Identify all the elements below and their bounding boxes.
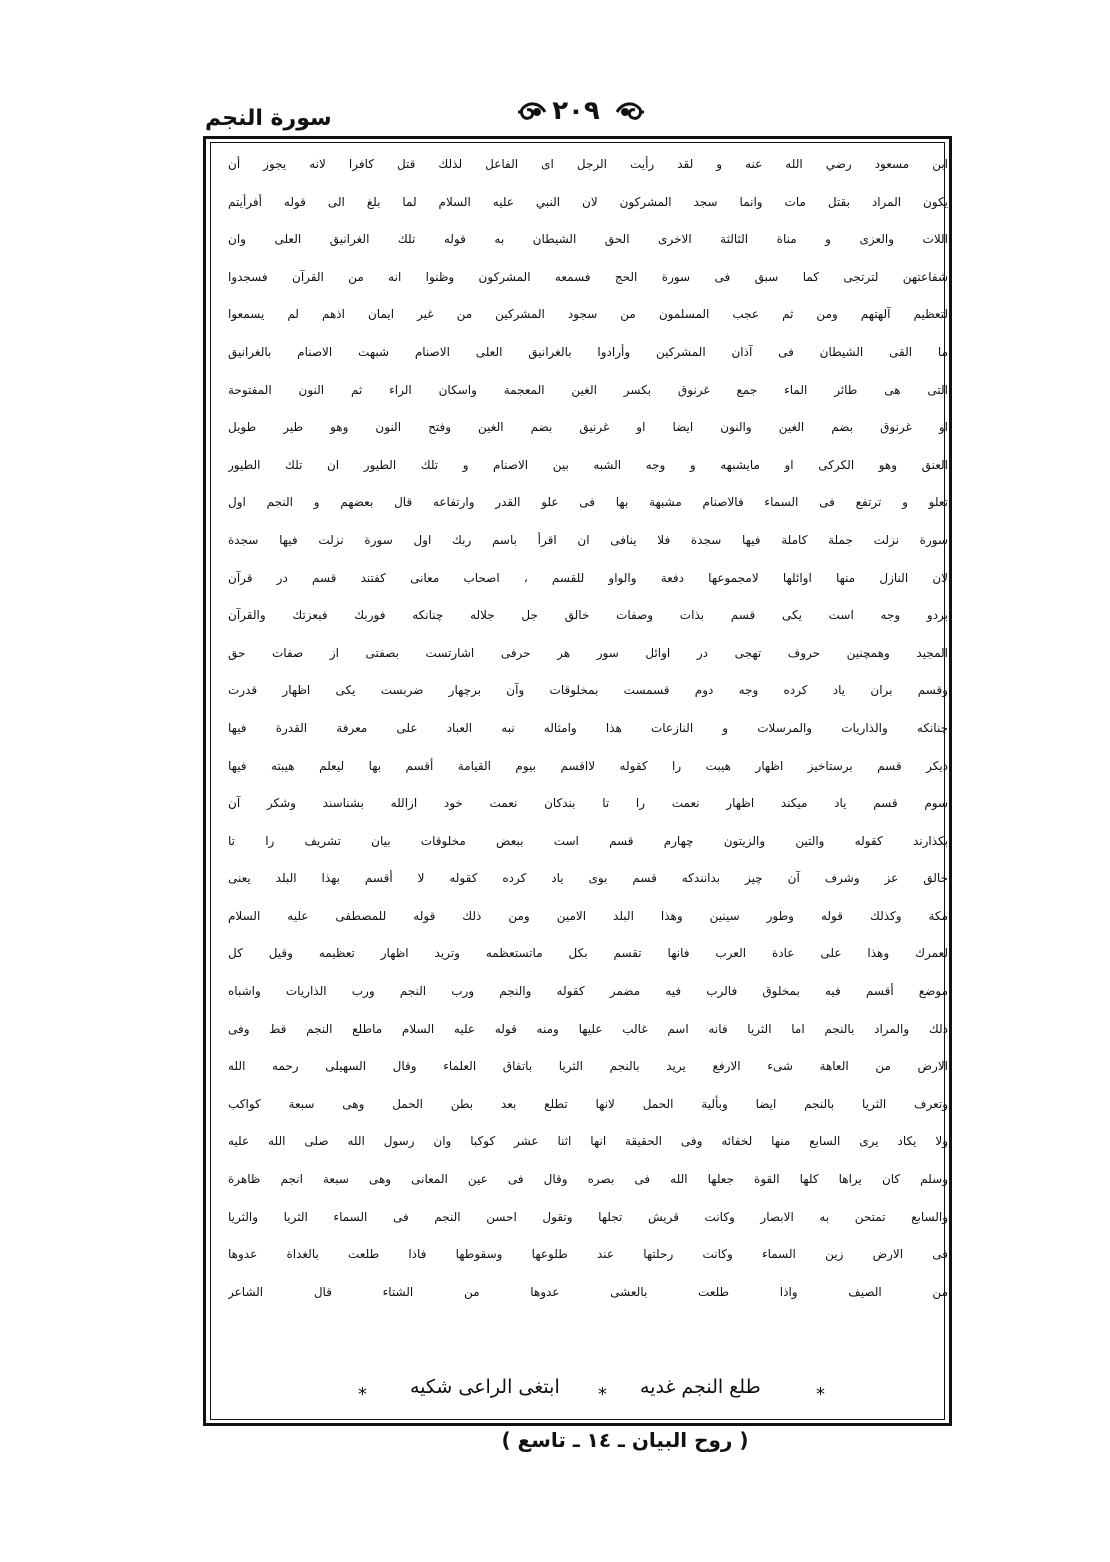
- verse-star-icon: *: [816, 1384, 825, 1405]
- text-line: خالق عز وشرف آن چيز بدانندكه قسم بوى ياد كرده كقوله لا أقسم بهذا البلد يعنى: [228, 871, 948, 886]
- verse-second-hemistich: ابتغى الراعى شكيه: [410, 1376, 560, 1398]
- text-line: وسلم كان يراها كلها القوة جعلها الله فى بصره وقال فى عين المعانى وهى سبعة انجم ظاهرة: [228, 1172, 948, 1187]
- text-line: من الصيف واذا طلعت بالعشى عدوها من الشتاء قال الشاعر: [228, 1284, 948, 1299]
- text-line: فى الارض زين السماء وكانت رحلتها عند طلوعها وسقوطها فاذا طلعت بالغداة عدوها: [228, 1247, 948, 1262]
- verse-first-hemistich: طلع النجم غديه: [640, 1376, 761, 1398]
- text-line: يكون المراد بقتل مات وانما سجد المشركون لان النبي عليه السلام لما بلغ الى قوله أفرأيتم: [228, 194, 948, 209]
- verse-star-icon: *: [358, 1384, 367, 1405]
- body-text: [228, 146, 948, 1311]
- text-line: مكة وكذلك قوله وطور سينين وهذا البلد الامين ومن ذلك قوله للمصطفى عليه السلام: [228, 908, 948, 923]
- text-line: ابن مسعود رضي الله عنه و لقد رأيت الرجل اى الفاعل لذلك قتل كافرا لانه يجوز أن: [228, 157, 948, 171]
- verse-star-icon: *: [598, 1384, 607, 1405]
- text-line: والسابع تمتحن به الابصار وكانت قريش تجلها وتقول احسن النجم فى السماء الثريا والثريا: [228, 1209, 948, 1224]
- text-line: لعمرك وهذا على عادة العرب فانها تقسم بكل ماتستعظمه وتريد اظهار تعظيمه وقيل كل: [228, 946, 948, 961]
- text-line: سوم قسم ياد ميكند اظهار نعمت را تا بندكان نعمت خود ازالله بشناسند وشكر آن: [228, 796, 948, 811]
- text-line: بردو وجه است يكى قسم بذات وصفات خالق جل جلاله چنانكه فوربك فبعزتك والقرآن: [228, 608, 948, 623]
- page-signature: ( روح البيان ـ ١٤ ـ تاسع ): [501, 1428, 749, 1452]
- text-line: تعلو و ترتفع فى السماء فالاصنام مشبهة بها فى علو القدر وارتفاعه قال بعضهم و النجم اول: [228, 495, 948, 510]
- poetry-verse: [350, 1376, 870, 1410]
- text-line: العنق وهو الكركى او مايشبهه و وجه الشبه بين الاصنام و تلك الطيور ان تلك الطيور: [228, 457, 948, 472]
- text-line: سورة نزلت جملة كاملة فيها سجدة فلا ينافى ان اقرأ باسم ربك اول سورة نزلت فيها سجدة: [228, 532, 948, 547]
- text-line: شفاعتهن لترتجى كما سبق فى سورة الحج فسمعه المشركون وظنوا انه من القرآن فسجدوا: [228, 269, 948, 284]
- page-header: [205, 92, 950, 138]
- text-line: اللات والعزى و مناة الثالثة الاخرى الحق الشيطان به قوله تلك الغرانيق العلى وان: [228, 232, 948, 247]
- text-line: ذلك والمراد بالنجم اما الثريا فانه اسم غالب عليها ومنه قوله عليه السلام ماطلع النجم قط وفى: [228, 1021, 948, 1036]
- text-line: بكذارند كقوله والتين والزيتون چهارم قسم است ببعض مخلوقات بيان تشريف را تا: [228, 833, 948, 848]
- page-number: ٢٠٩: [552, 96, 600, 126]
- text-line: لان النازل منها اوائلها لامجموعها دفعة والواو للقسم ، اصحاب معانى كفتند قسم در قرآن: [228, 570, 948, 585]
- text-line: التى هى طائر الماء جمع غرنوق بكسر الغين المعجمة واسكان الراء ثم النون المفتوحة: [228, 382, 948, 397]
- text-line: وتعرف الثريا بالنجم ايضا وبألية الحمل لانها تطلع بعد بطن الحمل وهى سبعة كواكب: [228, 1096, 948, 1111]
- text-line: ما القى الشيطان فى آذان المشركين وأرادوا بالغرانيق العلى الاصنام شبهت الاصنام بالغرانيق: [228, 344, 948, 359]
- text-line: لتعظيم آلهتهم ومن ثم عجب المسلمون من سجود المشركين من غير ايمان اذهم لم يسمعوا: [228, 307, 948, 322]
- text-line: موضع أقسم فيه بمخلوق فالرب فيه مضمر كقوله والنجم ورب النجم ورب الذاريات واشباه: [228, 984, 948, 999]
- text-line: او غرنوق بضم الغين والنون ايضا او غرنيق بضم الغين وفتح النون وهو طير طويل: [228, 420, 948, 435]
- text-line: الارض من العاهة شىء الارفع يريد بالنجم الثريا باتفاق العلماء وقال السهيلى رحمه الله: [228, 1059, 948, 1074]
- sura-title: سورة النجم: [205, 106, 332, 131]
- text-line: ولا يكاد يرى السابع منها لخفائه وفى الحقيقة انها اثنا عشر كوكبا وان رسول الله صلى الله عليه: [228, 1134, 948, 1149]
- text-line: چنانكه والذاريات والمرسلات و النازعات هذا وامثاله نبه العباد على معرفة القدرة فيها: [228, 720, 948, 735]
- ornament-right-icon: [615, 100, 645, 124]
- text-line: وقسم بران ياد كرده وجه دوم قسمست بمخلوقات وآن برچهار ضربست يكى اظهار قدرت: [228, 683, 948, 698]
- text-line: المجيد وهمچنين حروف تهجى در اوائل سور هر حرفى اشارتست بصفتى از صفات حق: [228, 645, 948, 660]
- text-line: ديكر قسم برستاخيز اظهار هيبت را كقوله لااقسم بيوم القيامة أقسم بها ليعلم هيبته فيها: [228, 758, 948, 773]
